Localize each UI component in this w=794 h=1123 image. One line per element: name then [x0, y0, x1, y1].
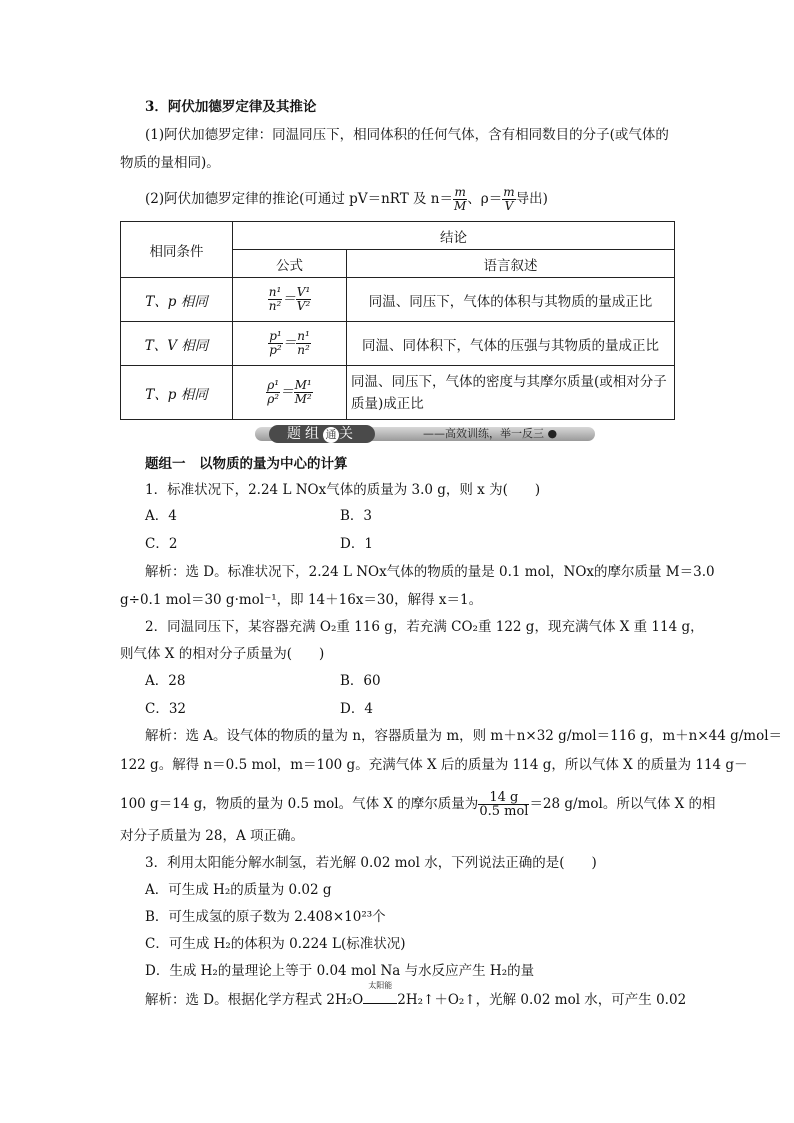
frac-num: 14 g [478, 791, 529, 805]
q3-option-b: B．可生成氢的原子数为 2.408×10²³个 [145, 909, 386, 925]
group-heading: 题组一 以物质的量为中心的计算 [145, 456, 348, 472]
q2-answer-line4: 对分子质量为 28，A 项正确。 [120, 828, 305, 844]
molar-mass-fraction [478, 791, 529, 818]
frac-num: ρ¹ [267, 378, 280, 392]
header-condition: 相同条件 [121, 222, 233, 278]
fraction-m-over-M [453, 186, 467, 213]
frac-den: V [504, 199, 514, 213]
bullet-icon: ● [547, 427, 558, 440]
table-row [121, 278, 675, 322]
q2-stem-line2: 则气体 X 的相对分子质量为( ) [120, 646, 325, 662]
row-statement: 同温、同压下，气体的体积与其物质的量成正比 [347, 278, 675, 322]
q1-stem: 1．标准状况下，2.24 L NOx气体的质量为 3.0 g，则 x 为( ) [145, 482, 541, 498]
banner-title [269, 425, 375, 443]
q3-answer-a: 解析：选 D。根据化学方程式 2H₂O [145, 992, 364, 1008]
frac-den: n² [268, 299, 282, 313]
q2-answer-line3-a: 100 g＝14 g，物质的量为 0.5 mol。气体 X 的摩尔质量为 [120, 796, 479, 812]
frac-num: n¹ [297, 329, 310, 343]
frac-den: ρ² [267, 392, 280, 406]
avogadro-law-line2: 物质的量相同)。 [120, 155, 220, 171]
inference-table [120, 221, 675, 420]
row-statement: 同温、同压下，气体的密度与其摩尔质量(或相对分子质量)成正比 [347, 366, 675, 420]
reaction-condition: 太阳能 [368, 981, 393, 990]
q2-stem-line1: 2．同温同压下，某容器充满 O₂重 116 g，若充满 CO₂重 122 g，现充满气体 X 重 114 g， [145, 619, 704, 635]
q1-option-b: B．3 [340, 508, 373, 524]
q1-answer-line2: g÷0.1 mol＝30 g·mol⁻¹，即 14＋16x＝30，解得 x＝1。 [120, 592, 483, 608]
frac-den: p² [269, 343, 282, 357]
row-statement: 同温、同体积下，气体的压强与其物质的量成正比 [347, 322, 675, 366]
frac-den: V² [296, 299, 311, 313]
q3-option-a: A．可生成 H₂的质量为 0.02 g [145, 882, 332, 898]
row-condition: T、p 相同 [121, 366, 233, 420]
section-heading: 3．阿伏加德罗定律及其推论 [145, 99, 317, 115]
frac-den: n² [297, 343, 310, 357]
frac-den: M² [294, 392, 312, 406]
table-row [121, 322, 675, 366]
q1-option-c: C．2 [145, 536, 178, 552]
banner-title-circle: 通 [323, 427, 339, 443]
q1-option-a: A．4 [145, 508, 177, 524]
banner-motto-text: ——高效训练，举一反三 [423, 427, 544, 440]
q3-stem: 3．利用太阳能分解水制氢，若光解 0.02 mol 水，下列说法正确的是( ) [145, 855, 597, 871]
banner-title-a: 题组 [287, 426, 323, 442]
frac-num: V¹ [296, 285, 311, 299]
frac-den: 0.5 mol [479, 804, 529, 819]
row-condition: T、V 相同 [121, 322, 233, 366]
q3-answer-b: 2H₂↑＋O₂↑，光解 0.02 mol 水，可产生 0.02 [397, 992, 687, 1008]
row-formula: $\frac{\text{p¹}}{\text{p²}}$ ＝ $\frac{\text{n¹}}{\text{n²}}$ [233, 322, 347, 366]
q1-answer-line1: 解析：选 D。标准状况下，2.24 L NOx气体的物质的量是 0.1 mol，NOx的摩尔质量 M＝3.0 [145, 564, 715, 580]
banner-motto [423, 426, 557, 442]
banner-title-b: 关 [339, 426, 357, 442]
q2-answer-line2: 122 g。解得 n＝0.5 mol，m＝100 g。充满气体 X 后的质量为 114 g，所以气体 X 的质量为 114 g－ [120, 757, 748, 773]
q3-option-c: C．可生成 H₂的体积为 0.224 L(标准状况) [145, 936, 406, 952]
q1-option-d: D．1 [340, 536, 373, 552]
q2-option-c: C．32 [145, 701, 187, 717]
inference-intro [145, 186, 548, 213]
avogadro-law-line1: (1)阿伏加德罗定律：同温同压下，相同体积的任何气体，含有相同数目的分子(或气体的 [145, 127, 669, 143]
section-banner [255, 425, 595, 443]
q2-answer-line3 [120, 791, 716, 818]
q3-option-d: D．生成 H₂的量理论上等于 0.04 mol Na 与水反应产生 H₂的量 [145, 963, 535, 979]
frac-num: m [454, 185, 466, 199]
q3-answer-line1 [145, 981, 687, 1010]
reaction-arrow [363, 981, 397, 1010]
q2-option-b: B．60 [340, 673, 381, 689]
frac-num: m [503, 185, 515, 199]
q2-option-a: A．28 [145, 673, 186, 689]
inference-prefix: (2)阿伏加德罗定律的推论(可通过 pV＝nRT 及 n＝ [145, 191, 453, 207]
frac-num: M¹ [294, 378, 312, 392]
inference-mid: 、ρ＝ [467, 191, 503, 207]
row-formula: $\frac{\text{ρ¹}}{\text{ρ²}}$ ＝ $\frac{\text{M¹}}{\text{M²}}$ [233, 366, 347, 420]
row-condition: T、p 相同 [121, 278, 233, 322]
header-formula: 公式 [233, 250, 347, 278]
q2-answer-line3-b: ＝28 g/mol。所以气体 X 的相 [529, 796, 716, 812]
q2-option-d: D．4 [340, 701, 373, 717]
inference-suffix: 导出) [515, 191, 548, 207]
fraction-m-over-V [502, 186, 515, 213]
header-conclusion: 结论 [233, 222, 675, 250]
frac-num: p¹ [269, 329, 282, 343]
q2-answer-line1: 解析：选 A。设气体的物质的量为 n，容器质量为 m，则 m＋n×32 g/mol＝116 g，m＋n×44 g/mol＝ [145, 728, 783, 744]
frac-num: n¹ [268, 285, 282, 299]
table-row [121, 366, 675, 420]
header-language: 语言叙述 [347, 250, 675, 278]
frac-den: M [453, 199, 467, 213]
row-formula: $\frac{\text{n¹}}{\text{n²}}$ ＝ $\frac{\text{V¹}}{\text{V²}}$ [233, 278, 347, 322]
